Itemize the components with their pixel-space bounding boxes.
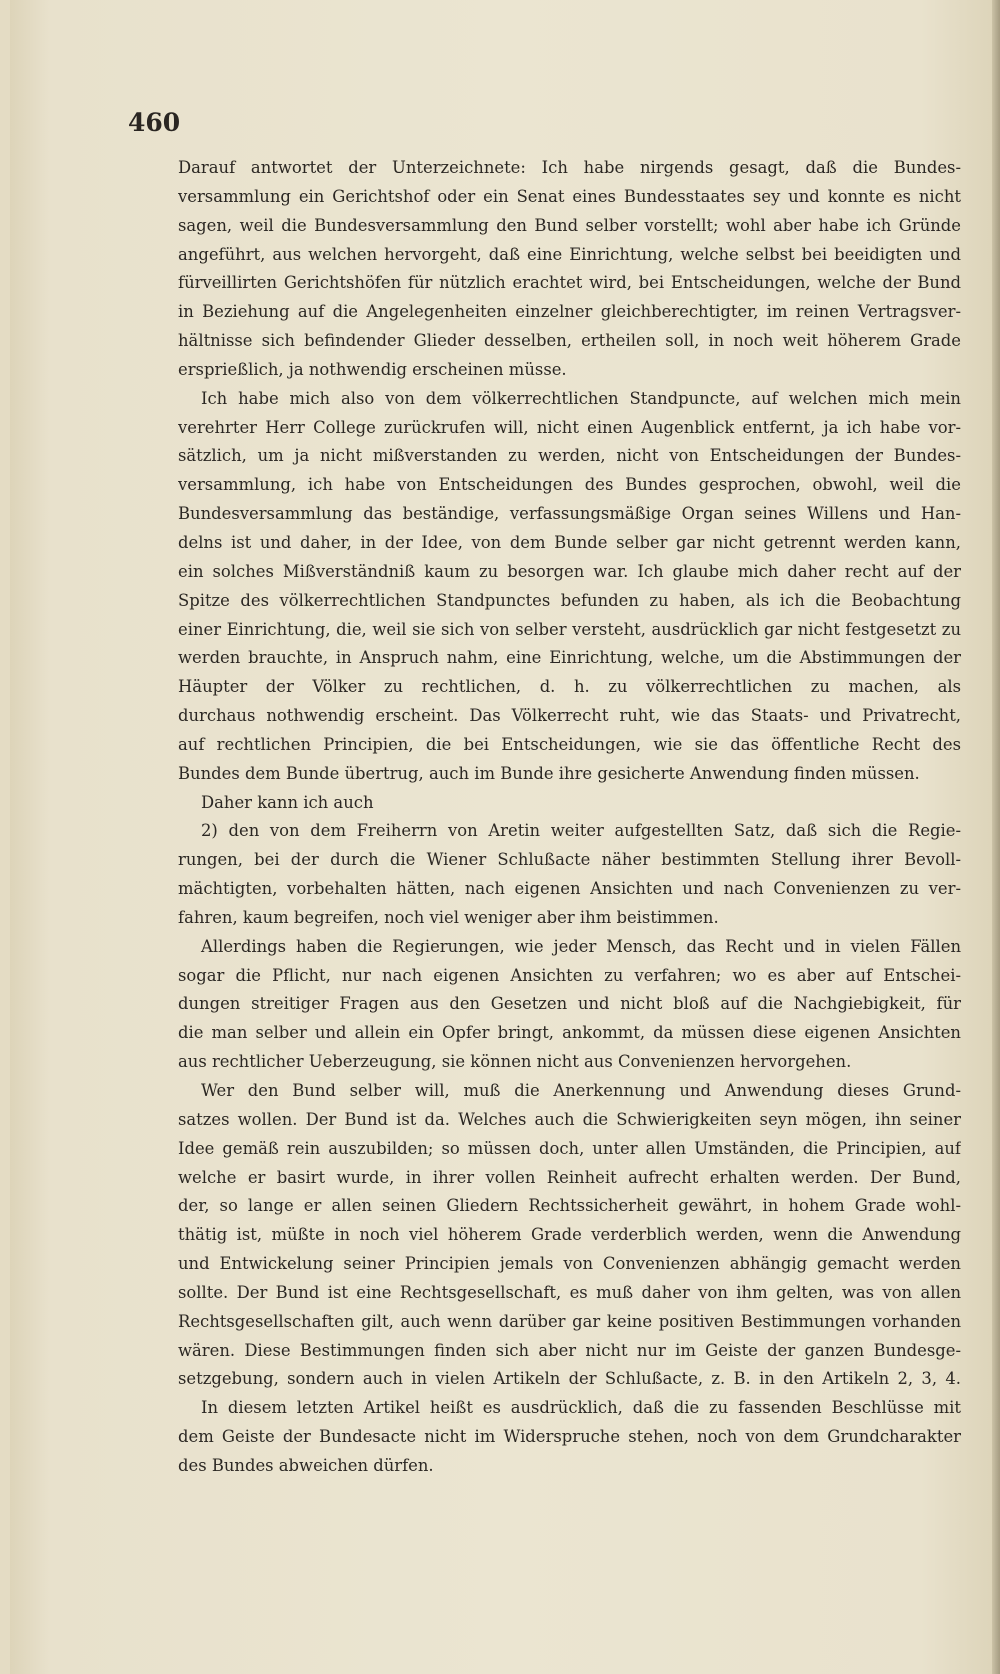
text-line: dem Geiste der Bundesacte nicht im Widerspruche stehen, noch von dem Grundcharakter: [178, 1427, 961, 1447]
text-line: Allerdings haben die Regierungen, wie jeder Mensch, das Recht und in vielen Fällen: [201, 936, 961, 956]
text-line: 2) den von dem Freiherrn von Aretin weiter aufgestellten Satz, daß sich die Regie-: [201, 821, 961, 841]
text-line: durchaus nothwendig erscheint. Das Völkerrecht ruht, wie das Staats- und Privatrecht,: [178, 706, 961, 726]
text-line: Darauf antwortet der Unterzeichnete: Ich habe nirgends gesagt, daß die Bundes-: [178, 158, 961, 177]
text-line: versammlung ein Gerichtshof oder ein Senat eines Bundesstaates sey und konnte es nicht: [178, 186, 961, 206]
text-line: sätzlich, um ja nicht mißverstanden zu werden, nicht von Entscheidungen der Bundes-: [178, 446, 961, 466]
text-line: setzgebung, sondern auch in vielen Artikeln der Schlußacte, z. B. in den Artikeln 2, 3, 4.: [178, 1369, 961, 1389]
text-line: Spitze des völkerrechtlichen Standpunctes befunden zu haben, als ich die Beobachtung: [178, 590, 961, 610]
text-line: des Bundes abweichen dürfen.: [178, 1455, 434, 1475]
text-line: rungen, bei der durch die Wiener Schlußacte näher bestimmten Stellung ihrer Bevoll-: [178, 850, 961, 870]
text-line: fahren, kaum begreifen, noch viel weniger aber ihm beistimmen.: [178, 907, 719, 927]
text-line: Ich habe mich also von dem völkerrechtlichen Standpuncte, auf welchen mich mein: [201, 388, 961, 408]
text-line: ein solches Mißverständniß kaum zu besorgen war. Ich glaube mich daher recht auf der: [178, 561, 961, 581]
text-line: sogar die Pflicht, nur nach eigenen Ansichten zu verfahren; wo es aber auf Entschei-: [178, 965, 961, 985]
text-line: versammlung, ich habe von Entscheidungen des Bundes gesprochen, obwohl, weil die: [178, 475, 961, 495]
text-line: angeführt, aus welchen hervorgeht, daß eine Einrichtung, welche selbst bei beeidigten und: [178, 244, 961, 264]
text-line: Bundes dem Bunde übertrug, auch im Bunde ihre gesicherte Anwendung finden müssen.: [178, 763, 920, 783]
text-line: welche er basirt wurde, in ihrer vollen Reinheit aufrecht erhalten werden. Der Bund,: [178, 1167, 961, 1187]
text-line: Idee gemäß rein auszubilden; so müssen doch, unter allen Umständen, die Principien, auf: [178, 1138, 961, 1158]
text-line: aus rechtlicher Ueberzeugung, sie können nicht aus Convenienzen hervorgehen.: [178, 1052, 852, 1072]
text-line: sollte. Der Bund ist eine Rechtsgesellschaft, es muß daher von ihm gelten, was von allen: [178, 1282, 961, 1302]
text-line: Häupter der Völker zu rechtlichen, d. h. zu völkerrechtlichen zu machen, als: [178, 677, 961, 697]
text-line: Bundesversammlung das beständige, verfassungsmäßige Organ seines Willens und Han-: [178, 504, 961, 524]
text-line: thätig ist, müßte in noch viel höherem Grade verderblich werden, wenn die Anwendung: [178, 1225, 961, 1245]
text-line: ersprießlich, ja nothwendig erscheinen müsse.: [178, 359, 567, 379]
text-line: auf rechtlichen Principien, die bei Entscheidungen, wie sie das öffentliche Recht des: [178, 734, 961, 754]
text-line: wären. Diese Bestimmungen finden sich aber nicht nur im Geiste der ganzen Bundesge-: [178, 1340, 961, 1360]
text-line: die man selber und allein ein Opfer bringt, ankommt, da müssen diese eigenen Ansichten: [178, 1023, 961, 1043]
text-line: Rechtsgesellschaften gilt, auch wenn darüber gar keine positiven Bestimmungen vorhanden: [178, 1311, 961, 1331]
text-line: in Beziehung auf die Angelegenheiten einzelner gleichberechtigter, im reinen Vertragsver-: [178, 302, 961, 322]
page-edge-shadow: [992, 0, 1000, 1674]
text-line: fürveillirten Gerichtshöfen für nützlich erachtet wird, bei Entscheidungen, welche der Bund: [178, 273, 961, 293]
text-line: delns ist und daher, in der Idee, von dem Bunde selber gar nicht getrennt werden kann,: [178, 532, 961, 552]
text-line: satzes wollen. Der Bund ist da. Welches auch die Schwierigkeiten seyn mögen, ihn seiner: [178, 1109, 961, 1129]
body-text: [178, 154, 961, 1481]
text-line: Wer den Bund selber will, muß die Anerkennung und Anwendung dieses Grund-: [201, 1081, 961, 1100]
text-line: dungen streitiger Fragen aus den Gesetzen und nicht bloß auf die Nachgiebigkeit, für: [178, 994, 961, 1014]
text-line: In diesem letzten Artikel heißt es ausdrücklich, daß die zu fassenden Beschlüsse mit: [201, 1398, 961, 1418]
text-line: und Entwickelung seiner Principien jemals von Convenienzen abhängig gemacht werden: [178, 1254, 961, 1274]
text-line: verehrter Herr College zurückrufen will, nicht einen Augenblick entfernt, ja ich habe vor-: [178, 417, 961, 437]
page-number: 460: [128, 108, 181, 137]
text-line: Daher kann ich auch: [201, 792, 374, 812]
text-line: sagen, weil die Bundesversammlung den Bund selber vorstellt; wohl aber habe ich Gründe: [178, 215, 961, 235]
text-line: hältnisse sich befindender Glieder desselben, ertheilen soll, in noch weit höherem Grade: [178, 331, 961, 351]
text-line: mächtigten, vorbehalten hätten, nach eigenen Ansichten und nach Convenienzen zu ver-: [178, 879, 961, 899]
text-line: der, so lange er allen seinen Gliedern Rechtssicherheit gewährt, in hohem Grade wohl-: [178, 1196, 961, 1216]
text-line: werden brauchte, in Anspruch nahm, eine Einrichtung, welche, um die Abstimmungen der: [178, 648, 961, 668]
text-line: einer Einrichtung, die, weil sie sich von selber versteht, ausdrücklich gar nicht festgesetzt zu: [178, 619, 961, 639]
